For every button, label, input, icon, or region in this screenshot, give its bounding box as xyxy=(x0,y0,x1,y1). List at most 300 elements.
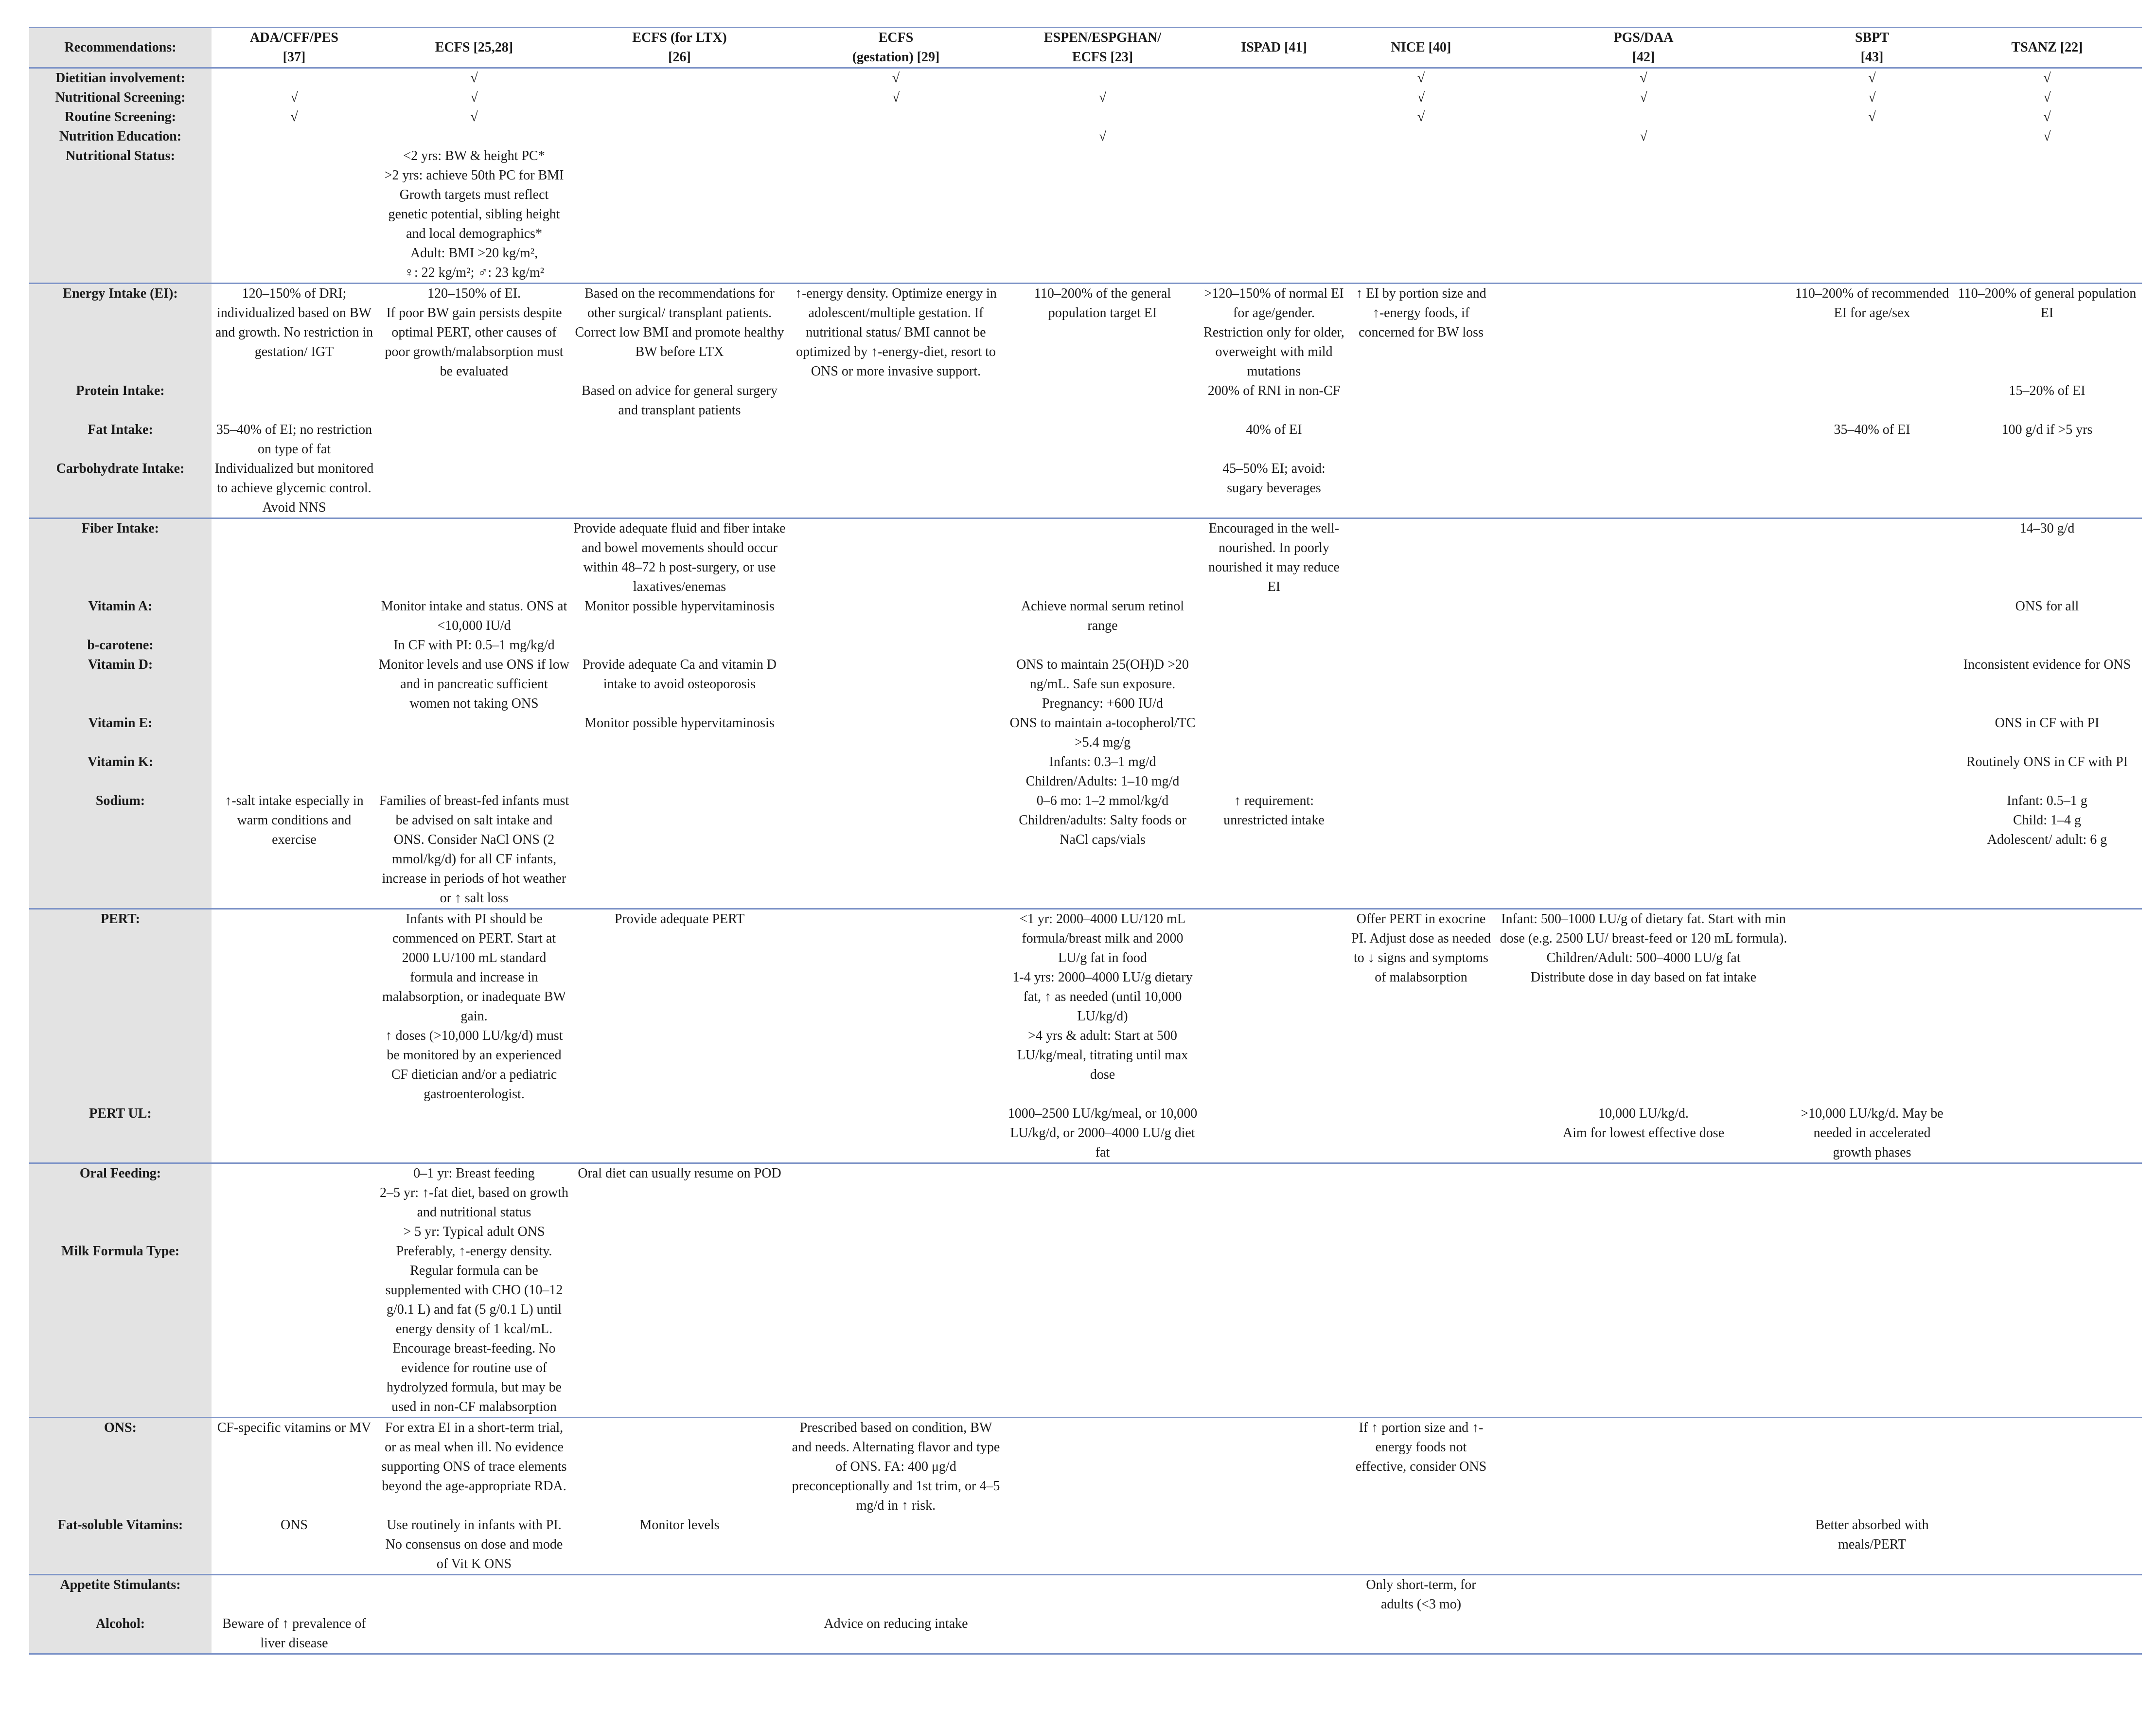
table-cell xyxy=(1201,68,1347,89)
table-cell: Beware of ↑ prevalence of liver disease xyxy=(212,1614,377,1654)
table-row xyxy=(29,1104,2142,1163)
table-cell: Infants with PI should be commenced on PERT. Start at 2000 LU/100 mL standard formula and increase in malabsorption, or inadequate BW gain. ↑ doses (>10,000 LU/kg/d) must be monitored by an experienced CF dietician and/or a pediatric gastroenterologist. xyxy=(377,909,571,1105)
table-cell xyxy=(212,381,377,420)
table-cell: ONS to maintain 25(OH)D >20 ng/mL. Safe sun exposure. Pregnancy: +600 IU/d xyxy=(1016,657,1189,711)
table-cell: √ xyxy=(1417,109,1425,125)
table-cell xyxy=(788,1104,1004,1163)
table-cell xyxy=(1952,1418,2142,1516)
table-cell: ↑-salt intake especially in warm conditions and exercise xyxy=(225,793,364,847)
column-name: NICE [40] xyxy=(1391,40,1451,55)
table-cell: √ xyxy=(1640,71,1647,86)
table-cell xyxy=(571,1418,788,1516)
column-ref: [26] xyxy=(668,50,691,65)
table-cell: 100 g/d if >5 yrs xyxy=(2001,422,2093,437)
table-cell xyxy=(377,752,571,791)
table-cell xyxy=(1792,146,1952,284)
row-label: Fat Intake: xyxy=(29,420,212,459)
table-cell xyxy=(212,146,377,284)
row-label: Appetite Stimulants: xyxy=(29,1575,212,1615)
table-cell xyxy=(571,146,788,284)
table-cell: √ xyxy=(1098,90,1107,105)
table-cell xyxy=(377,127,571,146)
table-cell xyxy=(1495,459,1792,518)
table-cell: √ xyxy=(892,71,900,86)
table-cell xyxy=(788,420,1004,459)
table-cell xyxy=(377,518,571,597)
table-cell: √ xyxy=(470,109,478,125)
table-cell xyxy=(1792,1614,1952,1654)
row-label: Nutritional Status: xyxy=(29,146,212,284)
table-cell xyxy=(1792,909,1952,1105)
table-cell xyxy=(377,1575,571,1615)
table-cell xyxy=(1495,1614,1792,1654)
table-row xyxy=(29,655,2142,714)
column-header xyxy=(377,28,571,68)
table-cell xyxy=(571,1104,788,1163)
table-cell: √ xyxy=(1640,90,1647,105)
row-label: Milk Formula Type: xyxy=(29,1242,212,1418)
table-cell: >10,000 LU/kg/d. May be needed in accelerated growth phases xyxy=(1801,1106,1944,1160)
table-cell xyxy=(1201,127,1347,146)
table-cell xyxy=(212,518,377,597)
table-cell xyxy=(788,127,1004,146)
table-cell: ↑ EI by portion size and ↑-energy foods, if concerned for BW loss xyxy=(1347,284,1495,382)
table-cell xyxy=(1201,1575,1347,1615)
table-cell xyxy=(212,1575,377,1615)
table-cell xyxy=(1952,1104,2142,1163)
table-cell: Achieve normal serum retinol range xyxy=(1021,599,1184,633)
table-row xyxy=(29,459,2142,518)
table-cell: √ xyxy=(892,90,900,105)
table-row xyxy=(29,1614,2142,1654)
row-label: Dietitian involvement: xyxy=(29,68,212,89)
table-cell xyxy=(1952,1516,2142,1575)
table-cell xyxy=(1495,420,1792,459)
table-cell: ONS xyxy=(280,1517,308,1533)
row-label: Alcohol: xyxy=(29,1614,212,1654)
table-cell xyxy=(1495,714,1792,752)
table-cell xyxy=(1792,636,1952,655)
table-cell: Better absorbed with meals/PERT xyxy=(1815,1517,1929,1552)
table-cell xyxy=(788,636,1004,655)
table-cell xyxy=(1347,791,1495,909)
table-row xyxy=(29,1516,2142,1575)
table-cell: Monitor possible hypervitaminosis xyxy=(584,599,775,614)
table-cell xyxy=(1792,1418,1952,1516)
table-cell xyxy=(1347,381,1495,420)
table-cell: 40% of EI xyxy=(1246,422,1302,437)
table-cell: √ xyxy=(2043,90,2051,105)
table-row xyxy=(29,420,2142,459)
column-header xyxy=(1201,28,1347,68)
column-header xyxy=(212,28,377,68)
table-cell xyxy=(1347,1163,1495,1242)
table-cell xyxy=(1952,909,2142,1105)
table-cell xyxy=(1004,68,1201,89)
table-cell xyxy=(1792,459,1952,518)
column-name: SBPT xyxy=(1855,30,1890,45)
table-cell: Based on advice for general surgery and transplant patients xyxy=(582,383,778,418)
table-cell xyxy=(1004,1516,1201,1575)
table-cell: ↑ requirement: unrestricted intake xyxy=(1223,793,1325,828)
table-cell xyxy=(1004,1614,1201,1654)
table-cell xyxy=(1347,146,1495,284)
table-cell xyxy=(1201,597,1347,636)
table-cell xyxy=(788,714,1004,752)
row-label: PERT UL: xyxy=(29,1104,212,1163)
row-label: Fiber Intake: xyxy=(29,518,212,597)
table-cell xyxy=(1792,655,1952,714)
table-row xyxy=(29,88,2142,107)
table-cell: Monitor intake and status. ONS at <10,000 IU/d xyxy=(381,599,567,633)
column-header xyxy=(788,28,1004,68)
column-header xyxy=(1004,28,1201,68)
column-name: ESPEN/ESPGHAN/ xyxy=(1043,30,1162,45)
table-cell: 14–30 g/d xyxy=(1952,518,2142,597)
table-cell xyxy=(1004,1163,1201,1242)
table-cell: ONS for all xyxy=(2015,599,2079,614)
table-cell xyxy=(788,1242,1004,1418)
table-cell: 110–200% of the general population target EI xyxy=(1004,284,1201,382)
table-row xyxy=(29,1163,2142,1242)
table-cell xyxy=(212,752,377,791)
table-cell xyxy=(377,420,571,459)
table-cell: √ xyxy=(1868,71,1876,86)
table-cell xyxy=(1952,146,2142,284)
table-cell xyxy=(1201,714,1347,752)
table-cell xyxy=(1792,381,1952,420)
table-row xyxy=(29,1575,2142,1615)
table-cell xyxy=(1004,146,1201,284)
table-cell xyxy=(1004,1418,1201,1516)
table-cell xyxy=(1952,636,2142,655)
table-cell xyxy=(788,518,1004,597)
table-cell: √ xyxy=(2043,71,2051,86)
table-cell xyxy=(212,909,377,1105)
table-cell xyxy=(1495,1418,1792,1516)
table-row xyxy=(29,1418,2142,1516)
table-cell: CF-specific vitamins or MV xyxy=(212,1418,377,1516)
table-row xyxy=(29,1242,2142,1418)
table-cell xyxy=(1201,909,1347,1105)
table-cell: √ xyxy=(470,90,478,105)
table-cell xyxy=(1201,88,1347,107)
table-cell xyxy=(377,1104,571,1163)
table-cell: 110–200% of general population EI xyxy=(1952,284,2142,382)
table-cell xyxy=(1004,420,1201,459)
column-ref: [43] xyxy=(1860,50,1884,65)
table-cell: √ xyxy=(290,90,298,105)
table-cell xyxy=(1347,636,1495,655)
row-label: Vitamin E: xyxy=(29,714,212,752)
table-cell: 110–200% of recommended EI for age/sex xyxy=(1792,284,1952,382)
table-cell: Infant: 500–1000 LU/g of dietary fat. Start with min dose (e.g. 2500 LU/ breast-feed or 120 mL formula). Children/Adult: 500–4000 LU/g fat Distribute dose in day based on fat intake xyxy=(1495,909,1792,1105)
table-cell xyxy=(1004,459,1201,518)
table-cell xyxy=(212,655,377,714)
table-cell xyxy=(788,146,1004,284)
table-cell xyxy=(1792,127,1952,146)
column-header xyxy=(571,28,788,68)
table-cell: Advice on reducing intake xyxy=(788,1614,1004,1654)
table-cell: 0–1 yr: Breast feeding 2–5 yr: ↑-fat diet, based on growth and nutritional status > 5 yr: Typical adult ONS xyxy=(377,1163,571,1242)
table-cell xyxy=(1201,1104,1347,1163)
table-cell xyxy=(571,127,788,146)
table-cell xyxy=(1347,1104,1495,1163)
table-cell: 120–150% of EI. If poor BW gain persists despite optimal PERT, other causes of poor growth/malabsorption must be evaluated xyxy=(377,284,571,382)
column-name: ECFS xyxy=(878,30,914,45)
table-cell xyxy=(212,714,377,752)
table-cell: Routinely ONS in CF with PI xyxy=(1966,754,2128,769)
table-cell xyxy=(788,791,1004,909)
table-cell xyxy=(788,381,1004,420)
table-cell: Use routinely in infants with PI. No consensus on dose and mode of Vit K ONS xyxy=(385,1517,563,1571)
table-cell xyxy=(1792,1242,1952,1418)
table-cell xyxy=(571,88,788,107)
column-name: ECFS [25,28] xyxy=(435,40,513,55)
table-cell xyxy=(1004,381,1201,420)
row-label: Fat-soluble Vitamins: xyxy=(29,1516,212,1575)
table-row xyxy=(29,381,2142,420)
table-cell xyxy=(1004,107,1201,127)
table-cell xyxy=(1495,518,1792,597)
table-cell xyxy=(1792,1575,1952,1615)
row-label: Sodium: xyxy=(29,791,212,909)
column-ref: [37] xyxy=(283,50,306,65)
table-cell: 10,000 LU/kg/d. Aim for lowest effective dose xyxy=(1562,1106,1725,1141)
table-cell xyxy=(1495,597,1792,636)
table-cell: √ xyxy=(290,109,298,125)
table-cell: Infant: 0.5–1 g Child: 1–4 g Adolescent/ adult: 6 g xyxy=(1987,793,2107,847)
table-cell xyxy=(788,655,1004,714)
table-cell xyxy=(788,597,1004,636)
table-cell: ONS in CF with PI xyxy=(1995,715,2100,731)
table-cell: Individualized but monitored to achieve glycemic control. Avoid NNS xyxy=(214,461,374,515)
table-cell xyxy=(1495,1242,1792,1418)
table-cell xyxy=(1347,597,1495,636)
table-cell xyxy=(1347,714,1495,752)
table-cell xyxy=(1201,1418,1347,1516)
row-label: Nutritional Screening: xyxy=(29,88,212,107)
table-cell xyxy=(1201,1242,1347,1418)
column-name: ISPAD [41] xyxy=(1241,40,1307,55)
table-cell xyxy=(1347,752,1495,791)
column-name: ECFS (for LTX) xyxy=(632,30,727,45)
table-row xyxy=(29,752,2142,791)
column-header xyxy=(1347,28,1495,68)
row-label: Vitamin A: xyxy=(29,597,212,636)
table-cell xyxy=(1347,1242,1495,1418)
table-cell: √ xyxy=(2043,109,2051,125)
column-ref: [42] xyxy=(1632,50,1655,65)
table-cell: <2 yrs: BW & height PC* >2 yrs: achieve 50th PC for BMI Growth targets must reflect genetic potential, sibling height and local demographics* Adult: BMI >20 kg/m², ♀: 22 kg/m²; ♂: 23 kg/m² xyxy=(384,148,564,280)
table-cell xyxy=(1201,752,1347,791)
table-cell: Monitor levels and use ONS if low and in pancreatic sufficient women not taking ONS xyxy=(379,657,569,711)
table-cell: 1000–2500 LU/kg/meal, or 10,000 LU/kg/d, or 2000–4000 LU/g diet fat xyxy=(1007,1106,1198,1160)
table-cell: For extra EI in a short-term trial, or as meal when ill. No evidence supporting ONS of trace elements beyond the age-appropriate RDA. xyxy=(377,1418,571,1516)
column-header xyxy=(1952,28,2142,68)
table-row xyxy=(29,146,2142,284)
row-label: Energy Intake (EI): xyxy=(29,284,212,382)
table-cell xyxy=(571,68,788,89)
table-cell xyxy=(1495,1516,1792,1575)
table-cell xyxy=(1952,1614,2142,1654)
table-cell: 35–40% of EI xyxy=(1834,422,1910,437)
table-cell: Provide adequate fluid and fiber intake and bowel movements should occur within 48–72 h post-surgery, or use laxatives/enemas xyxy=(571,518,788,597)
table-cell xyxy=(788,1575,1004,1615)
table-cell xyxy=(1792,1163,1952,1242)
table-row xyxy=(29,127,2142,146)
row-label: b-carotene: xyxy=(29,636,212,655)
table-cell xyxy=(1495,146,1792,284)
table-cell: If ↑ portion size and ↑-energy foods not effective, consider ONS xyxy=(1347,1418,1495,1516)
table-cell xyxy=(212,636,377,655)
table-cell: Preferably, ↑-energy density. Regular formula can be supplemented with CHO (10–12 g/0.1 L) and fat (5 g/0.1 L) until energy density of 1 kcal/mL. Encourage breast-feeding. No evidence for routine use of hydrolyzed formula, but may be used in non-CF malabsorption xyxy=(385,1244,563,1414)
table-cell: Offer PERT in exocrine PI. Adjust dose as needed to ↓ signs and symptoms of malabsorption xyxy=(1347,909,1495,1105)
table-cell xyxy=(1952,1242,2142,1418)
table-cell xyxy=(1201,1516,1347,1575)
table-cell xyxy=(571,1242,788,1418)
table-body xyxy=(29,68,2142,1654)
table-cell xyxy=(1347,459,1495,518)
row-label: Vitamin K: xyxy=(29,752,212,791)
table-cell: >120–150% of normal EI for age/gender. Restriction only for older, overweight with mild mutations xyxy=(1201,284,1347,382)
table-cell xyxy=(1952,1163,2142,1242)
table-cell xyxy=(1495,636,1792,655)
table-cell: √ xyxy=(1640,129,1647,144)
table-row xyxy=(29,518,2142,597)
table-cell xyxy=(788,752,1004,791)
table-cell xyxy=(1347,1516,1495,1575)
row-label: Routine Screening: xyxy=(29,107,212,127)
table-cell xyxy=(1004,518,1201,597)
table-cell xyxy=(377,459,571,518)
table-cell: ↑-energy density. Optimize energy in adolescent/multiple gestation. If nutritional status/ BMI cannot be optimized by ↑-energy-diet, resort to ONS or more invasive support. xyxy=(788,284,1004,382)
table-cell: In CF with PI: 0.5–1 mg/kg/d xyxy=(393,638,555,653)
table-cell: √ xyxy=(2043,129,2051,144)
table-cell: √ xyxy=(1417,71,1425,86)
table-cell xyxy=(571,752,788,791)
row-label: Vitamin D: xyxy=(29,655,212,714)
table-cell xyxy=(571,791,788,909)
table-cell xyxy=(1792,791,1952,909)
table-cell: Families of breast-fed infants must be advised on salt intake and ONS. Consider NaCl ONS (2 mmol/kg/d) for all CF infants, increase in periods of hot weather or ↑ salt loss xyxy=(379,793,569,906)
header-label: Recommendations: xyxy=(29,28,212,68)
table-cell xyxy=(571,1575,788,1615)
table-cell xyxy=(212,127,377,146)
table-cell: <1 yr: 2000–4000 LU/120 mL formula/breast milk and 2000 LU/g fat in food 1-4 yrs: 2000–4000 LU/g dietary fat, ↑ as needed (until 10,000 LU/kg/d) >4 yrs & adult: Start at 500 LU/kg/meal, titrating until max dose xyxy=(1004,909,1201,1105)
table-cell: 15–20% of EI xyxy=(2009,383,2085,398)
recommendations-table xyxy=(29,27,2142,1655)
table-cell xyxy=(788,1163,1004,1242)
table-cell: √ xyxy=(1868,90,1876,105)
table-cell xyxy=(1952,1575,2142,1615)
table-cell xyxy=(788,107,1004,127)
table-cell xyxy=(1004,636,1201,655)
table-cell: 35–40% of EI; no restriction on type of fat xyxy=(216,422,372,457)
table-cell xyxy=(788,459,1004,518)
table-cell: Based on the recommendations for other surgical/ transplant patients. Correct low BMI and promote healthy BW before LTX xyxy=(571,284,788,382)
table-cell: ONS to maintain a-tocopherol/TC >5.4 mg/g xyxy=(1009,715,1196,750)
table-cell xyxy=(1201,107,1347,127)
table-cell xyxy=(1495,791,1792,909)
table-cell xyxy=(1792,597,1952,636)
table-cell: 200% of RNI in non-CF xyxy=(1207,383,1341,398)
table-row xyxy=(29,68,2142,89)
table-row xyxy=(29,597,2142,636)
column-header xyxy=(1792,28,1952,68)
table-cell: √ xyxy=(1417,90,1425,105)
table-cell: Monitor possible hypervitaminosis xyxy=(584,715,775,731)
table-cell xyxy=(377,714,571,752)
table-cell: Inconsistent evidence for ONS xyxy=(1963,657,2131,672)
table-cell xyxy=(1495,752,1792,791)
table-cell xyxy=(1495,1575,1792,1615)
table-cell: 120–150% of DRI; individualized based on BW and growth. No restriction in gestation/ IGT xyxy=(212,284,377,382)
table-cell: Encouraged in the well-nourished. In poorly nourished it may reduce EI xyxy=(1201,518,1347,597)
table-cell xyxy=(1495,107,1792,127)
table-cell xyxy=(1347,518,1495,597)
table-cell xyxy=(1495,1163,1792,1242)
table-row xyxy=(29,909,2142,1105)
table-cell xyxy=(788,1516,1004,1575)
row-label: Nutrition Education: xyxy=(29,127,212,146)
table-cell: Monitor levels xyxy=(639,1517,720,1533)
table-cell: Infants: 0.3–1 mg/d Children/Adults: 1–10 mg/d xyxy=(1025,754,1180,789)
table-cell xyxy=(1347,1614,1495,1654)
row-label: ONS: xyxy=(29,1418,212,1516)
table-cell xyxy=(1347,420,1495,459)
table-cell xyxy=(212,68,377,89)
table-cell xyxy=(1495,381,1792,420)
table-cell xyxy=(571,420,788,459)
column-name: TSANZ [22] xyxy=(2011,40,2083,55)
table-cell xyxy=(571,459,788,518)
table-row xyxy=(29,791,2142,909)
row-label: Protein Intake: xyxy=(29,381,212,420)
table-row xyxy=(29,636,2142,655)
table-cell xyxy=(1792,714,1952,752)
table-cell: 0–6 mo: 1–2 mmol/kg/d Children/adults: Salty foods or NaCl caps/vials xyxy=(1019,793,1186,847)
row-label: Oral Feeding: xyxy=(29,1163,212,1242)
table-cell xyxy=(1792,518,1952,597)
column-name: PGS/DAA xyxy=(1613,30,1674,45)
table-cell xyxy=(1495,655,1792,714)
table-cell xyxy=(212,1163,377,1242)
table-row xyxy=(29,107,2142,127)
table-row xyxy=(29,714,2142,752)
table-cell xyxy=(1201,1163,1347,1242)
table-cell xyxy=(212,1242,377,1418)
table-cell: √ xyxy=(1098,129,1107,144)
table-cell xyxy=(377,1614,571,1654)
row-label: Carbohydrate Intake: xyxy=(29,459,212,518)
table-cell xyxy=(212,1104,377,1163)
table-cell xyxy=(377,381,571,420)
table-cell: √ xyxy=(1868,109,1876,125)
table-cell: Only short-term, for adults (<3 mo) xyxy=(1347,1575,1495,1615)
table-cell xyxy=(1004,1575,1201,1615)
table-cell: 45–50% EI; avoid: sugary beverages xyxy=(1222,461,1325,496)
table-cell xyxy=(1792,752,1952,791)
column-ref: (gestation) [29] xyxy=(852,50,940,65)
table-cell xyxy=(571,107,788,127)
table-cell xyxy=(571,636,788,655)
table-cell xyxy=(1495,284,1792,382)
table-cell xyxy=(1201,146,1347,284)
table-cell: √ xyxy=(470,71,478,86)
table-cell: Provide adequate Ca and vitamin D intake to avoid osteoporosis xyxy=(583,657,777,692)
header-row xyxy=(29,28,2142,68)
